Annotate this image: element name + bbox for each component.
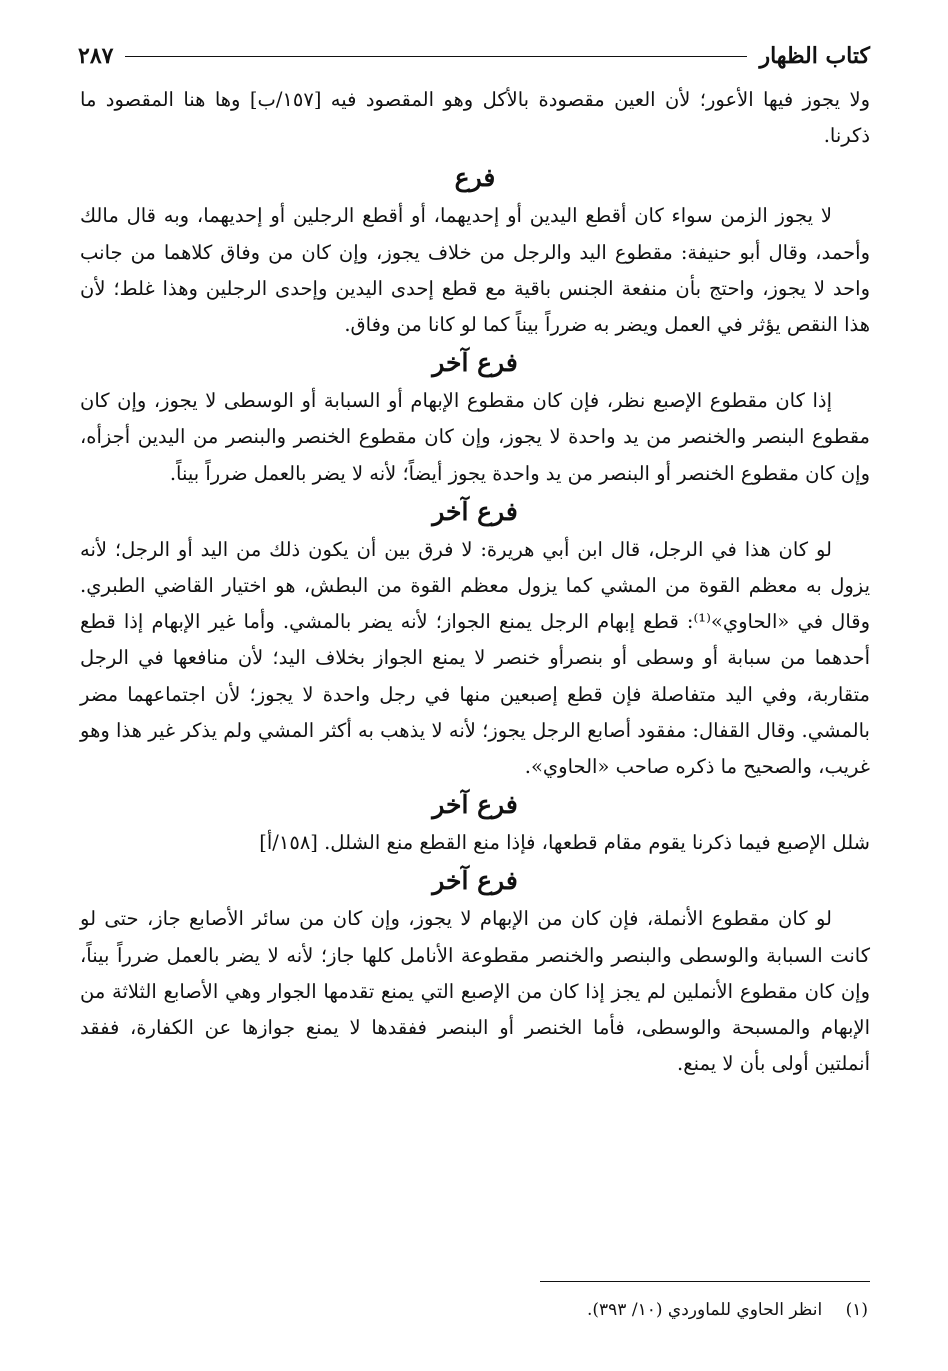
section-heading-far: فرع [454,163,496,193]
section-heading-far-akhar-4: فرع آخر [432,866,518,896]
page-body [80,82,870,1082]
footnote-number: (١) [845,1300,868,1320]
paragraph-anmula: لو كان مقطوع الأنملة، فإن كان من الإبهام لا يجوز، وإن كان من سائر الأصابع جاز، حتى لو كانت السبابة والوسطى والبنصر والخنصر مقطوعة الأنامل كلها جاز؛ لأنه لا يضر بالعمل ضرراً بيناً، وإن كان مقطوع الأنملين لم يجز إذا كان من الإصبع التي يمنع تقدمها الجوار وهي الأصابع الثلاثة من الإبهام والمسبحة والوسطى، فأما الخنصر أو البنصر ففقدها لا يمنع جوازها عن الكفارة، ففقد أنملتين أولى بأن لا يمنع. [80,907,870,1076]
section-heading-far-akhar-3: فرع آخر [432,790,518,820]
book-title: كتاب الظهار [759,43,870,69]
footnote [80,1296,868,1324]
paragraph-isba: إذا كان مقطوع الإصبع نظر، فإن كان مقطوع الإبهام أو السبابة أو الوسطى لا يجوز، وإن كان مقطوع البنصر والخنصر من يد واحدة لا يجوز، وإن كان مقطوع الخنصر والبنصر من اليدين أجزأه، وإن كان مقطوع الخنصر أو البنصر من يد واحدة يجوز أيضاً؛ لأنه لا يضر بالعمل ضرراً بيناً. [80,389,870,485]
footnote-divider [540,1281,870,1282]
section-heading-far-akhar-2: فرع آخر [432,496,518,526]
header-rule [125,56,747,57]
paragraph-continuation: ولا يجوز فيها الأعور؛ لأن العين مقصودة بالأكل وهو المقصود فيه [١٥٧/ب] وها هنا المقصود ما ذكرنا. [80,88,870,148]
paragraph-shalal: شلل الإصبع فيما ذكرنا يقوم مقام قطعها، فإذا منع القطع منع الشلل. [١٥٨/أ] [259,831,870,855]
page-header [78,38,870,74]
section-heading-far-akhar-1: فرع آخر [432,348,518,378]
footnote-text: انظر الحاوي للماوردي (١٠/ ٣٩٣). [587,1300,823,1320]
page-number: ٢٨٧ [78,43,114,69]
paragraph-zaman: لا يجوز الزمن سواء كان أقطع اليدين أو إحديهما، أو أقطع الرجلين أو إحديهما، وبه قال مالك وأحمد، وقال أبو حنيفة: مقطوع اليد والرجل من خلاف يجوز، وإن كان من وفاق كلاهما من جانب واحد لا يجوز، واحتج بأن منفعة الجنس باقية مع قطع إحدى اليدين وإحدى الرجلين وهذا غلط؛ لأن هذا النقص يؤثر في العمل ويضر به ضرراً بيناً كما لو كانا من وفاق. [80,204,870,337]
paragraph-rijl: لو كان هذا في الرجل، قال ابن أبي هريرة: لا فرق بين أن يكون ذلك من اليد أو الرجل؛ لأنه يزول به معظم القوة من المشي كما يزول معظم القوة من البطش، هو اختيار القاضي الطبري. وقال في «الحاوي»⁽¹⁾: قطع إبهام الرجل يمنع الجواز؛ لأنه يضر بالمشي. وأما غير الإبهام إذا قطع أحدهما من سبابة أو وسطى أو بنصرأو خنصر لا يمنع الجواز بخلاف اليد؛ لأن منافعها في الرجل متقاربة، وفي اليد متفاصلة فإن قطع إصبعين منها في رجل واحدة لا يجوز؛ لأن اجتماعهما مضر بالمشي. وقال القفال: مفقود أصابع الرجل يجوز؛ لأنه لا يذهب به أكثر المشي ولم يذكر غير هذا وهو غريب، والصحيح ما ذكره صاحب «الحاوي». [80,537,871,779]
